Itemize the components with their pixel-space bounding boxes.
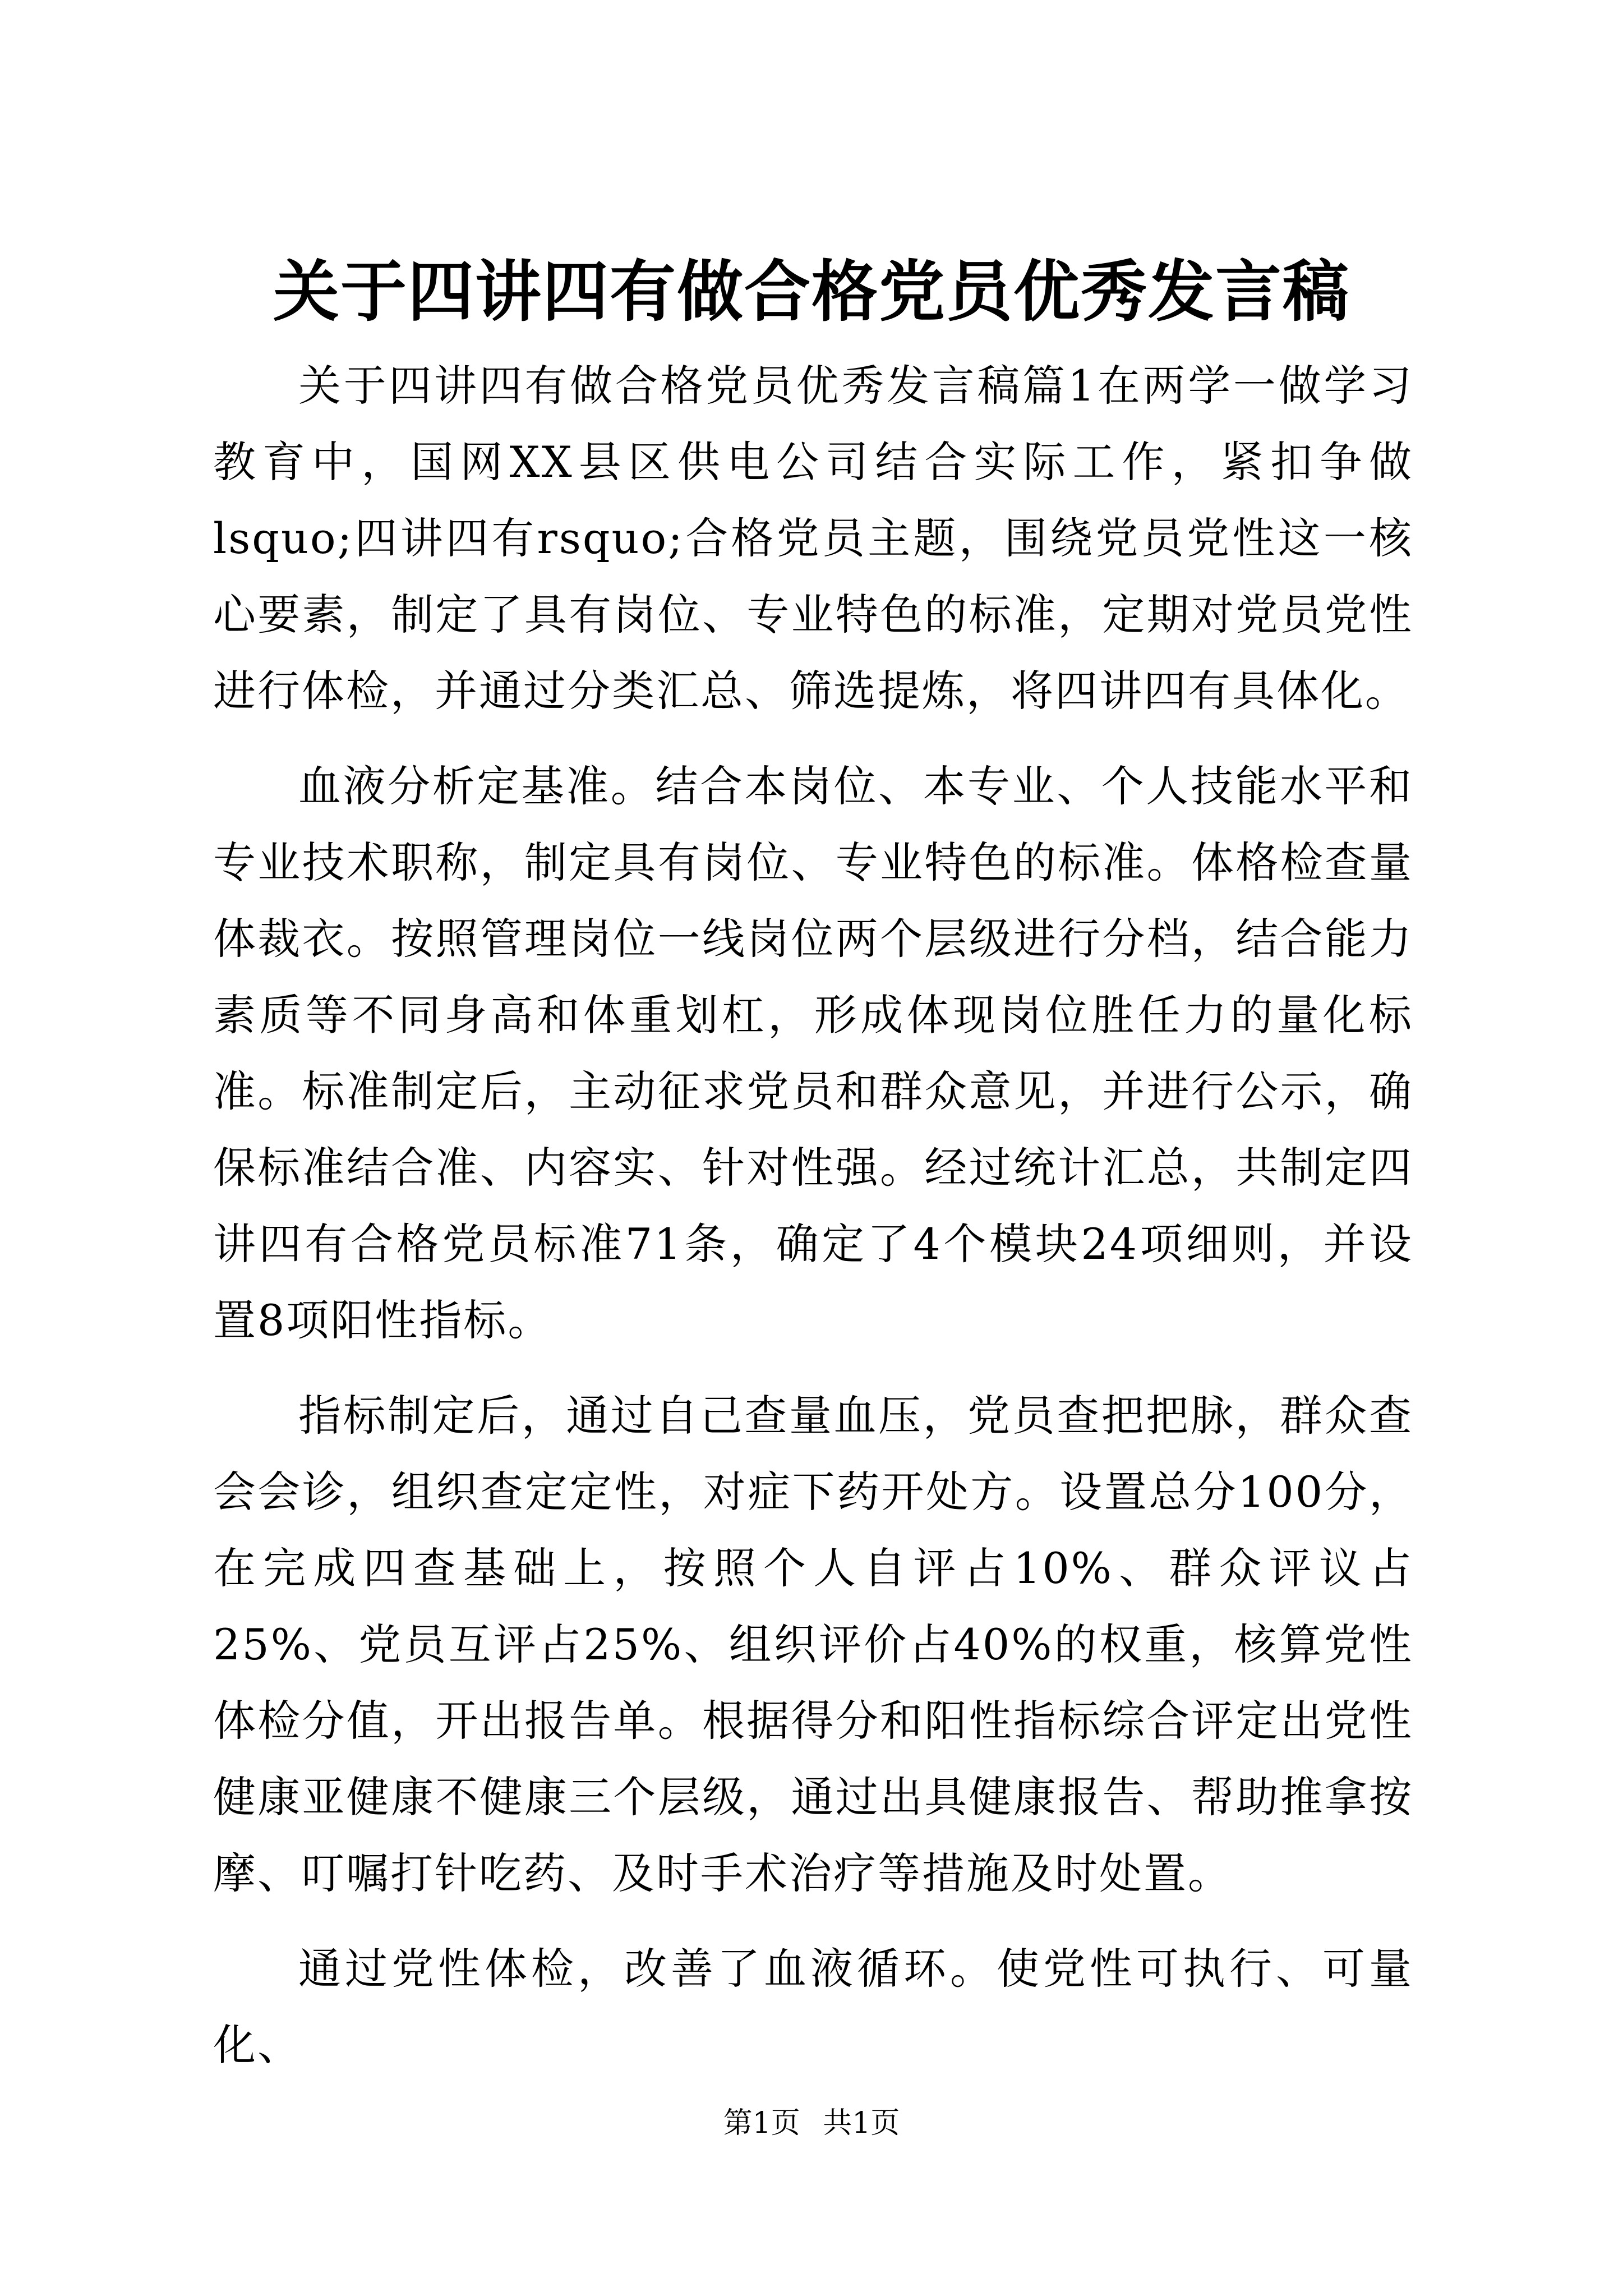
paragraph-4: 通过党性体检，改善了血液循环。使党性可执行、可量化、	[213, 1944, 1413, 2070]
page-number: 第1页	[723, 2106, 800, 2140]
paragraph-3: 指标制定后，通过自己查量血压，党员查把把脉，群众查会会诊，组织查定定性，对症下药开处方。设置总分100分，在完成四查基础上，按照个人自评占10%、群众评议占25%、党员互评占25%、组织评价占40%的权重，核算党性体检分值，开出报告单。根据得分和阳性指标综合评定出党性健康亚健康不健康三个层级，通过出具健康报告、帮助推拿按摩、叮嘱打针吃药、及时手术治疗等措施及时处置。	[213, 1391, 1413, 1898]
page-total: 共1页	[823, 2106, 900, 2140]
paragraph-2: 血液分析定基准。结合本岗位、本专业、个人技能水平和专业技术职称，制定具有岗位、专业特色的标准。体格检查量体裁衣。按照管理岗位一线岗位两个层级进行分档，结合能力素质等不同身高和体重划杠，形成体现岗位胜任力的量化标准。标准制定后，主动征求党员和群众意见，并进行公示，确保标准结合准、内容实、针对性强。经过统计汇总，共制定四讲四有合格党员标准71条，确定了4个模块24项细则，并设置8项阳性指标。	[213, 761, 1413, 1345]
paragraph-1: 关于四讲四有做合格党员优秀发言稿篇1在两学一做学习教育中，国网XX县区供电公司结合实际工作，紧扣争做lsquo;四讲四有rsquo;合格党员主题，围绕党员党性这一核心要素，制定了具有岗位、专业特色的标准，定期对党员党性进行体检，并通过分类汇总、筛选提炼，将四讲四有具体化。	[213, 361, 1413, 716]
page-footer	[0, 2104, 1623, 2143]
document-body	[213, 348, 1413, 2102]
document-title: 关于四讲四有做合格党员优秀发言稿	[273, 252, 1350, 330]
